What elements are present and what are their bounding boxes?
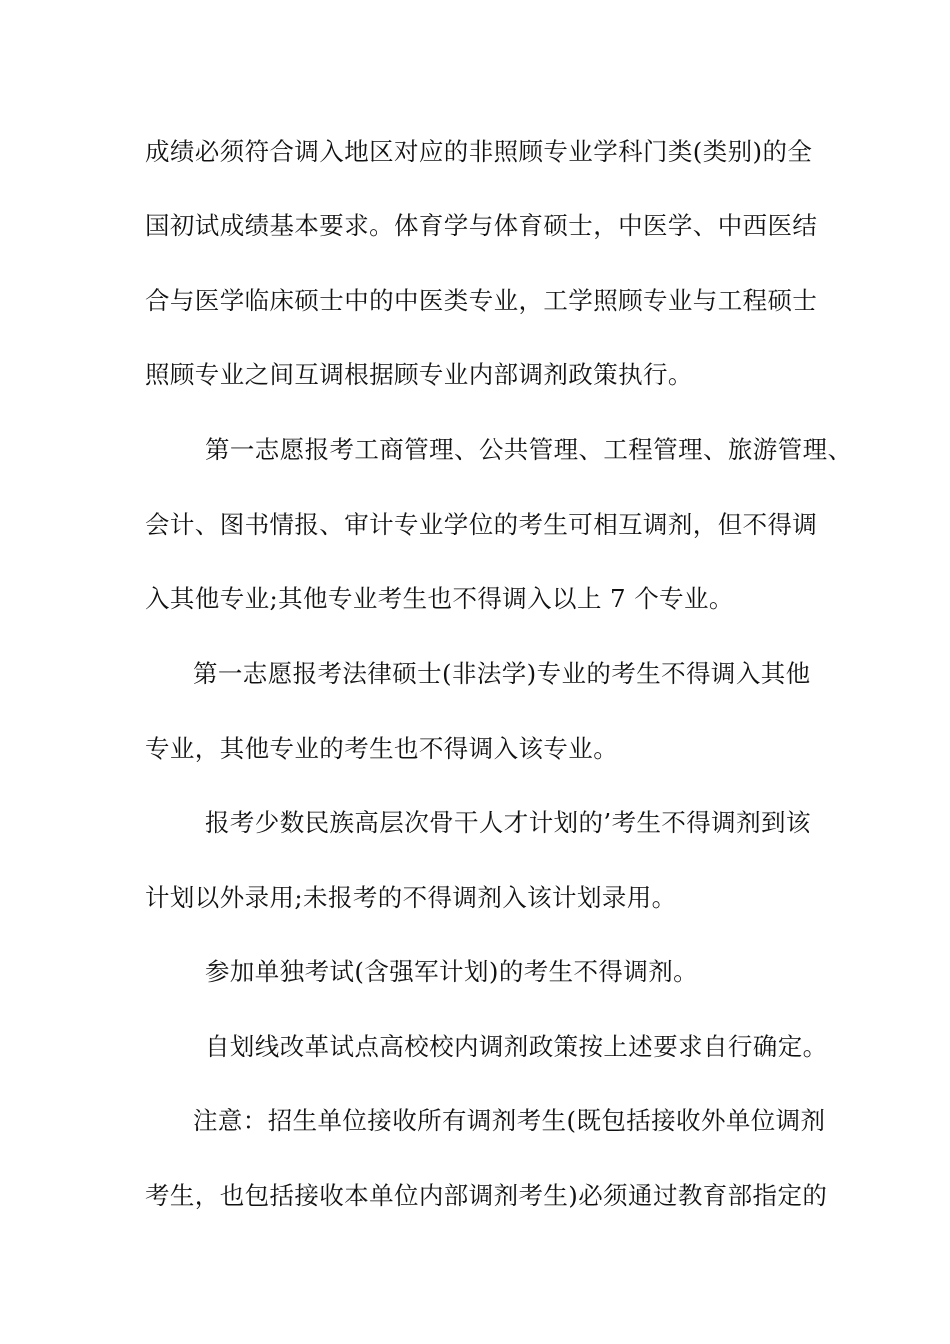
text-line: 照顾专业之间互调根据顾专业内部调剂政策执行。 bbox=[145, 360, 693, 389]
text-line: 入其他专业;其他专业考生也不得调入以上 7 个专业。 bbox=[145, 584, 734, 613]
text-line: 合与医学临床硕士中的中医类专业，工学照顾专业与工程硕士 bbox=[145, 286, 818, 315]
paragraph-start-line: 第一志愿报考法律硕士(非法学)专业的考生不得调入其他 bbox=[193, 659, 811, 688]
text-line: 成绩必须符合调入地区对应的非照顾专业学科门类(类别)的全 bbox=[145, 137, 813, 166]
note-paragraph-line: 注意：招生单位接收所有调剂考生(既包括接收外单位调剂 bbox=[193, 1106, 826, 1135]
paragraph-start-line: 报考少数民族高层次骨干人才计划的’考生不得调剂到该 bbox=[205, 808, 811, 837]
text-line: 计划以外录用;未报考的不得调剂入该计划录用。 bbox=[145, 883, 677, 912]
text-line: 会计、图书情报、审计专业学位的考生可相互调剂，但不得调 bbox=[145, 510, 818, 539]
paragraph-start-line: 自划线改革试点高校校内调剂政策按上述要求自行确定。 bbox=[205, 1032, 828, 1061]
paragraph-start-line: 参加单独考试(含强军计划)的考生不得调剂。 bbox=[205, 957, 699, 986]
text-line: 国初试成绩基本要求。体育学与体育硕士，中医学、中西医结 bbox=[145, 211, 818, 240]
text-line: 考生，也包括接收本单位内部调剂考生)必须通过教育部指定的 bbox=[145, 1181, 828, 1210]
paragraph-start-line: 第一志愿报考工商管理、公共管理、工程管理、旅游管理、 bbox=[205, 435, 853, 464]
text-line: 专业，其他专业的考生也不得调入该专业。 bbox=[145, 734, 619, 763]
